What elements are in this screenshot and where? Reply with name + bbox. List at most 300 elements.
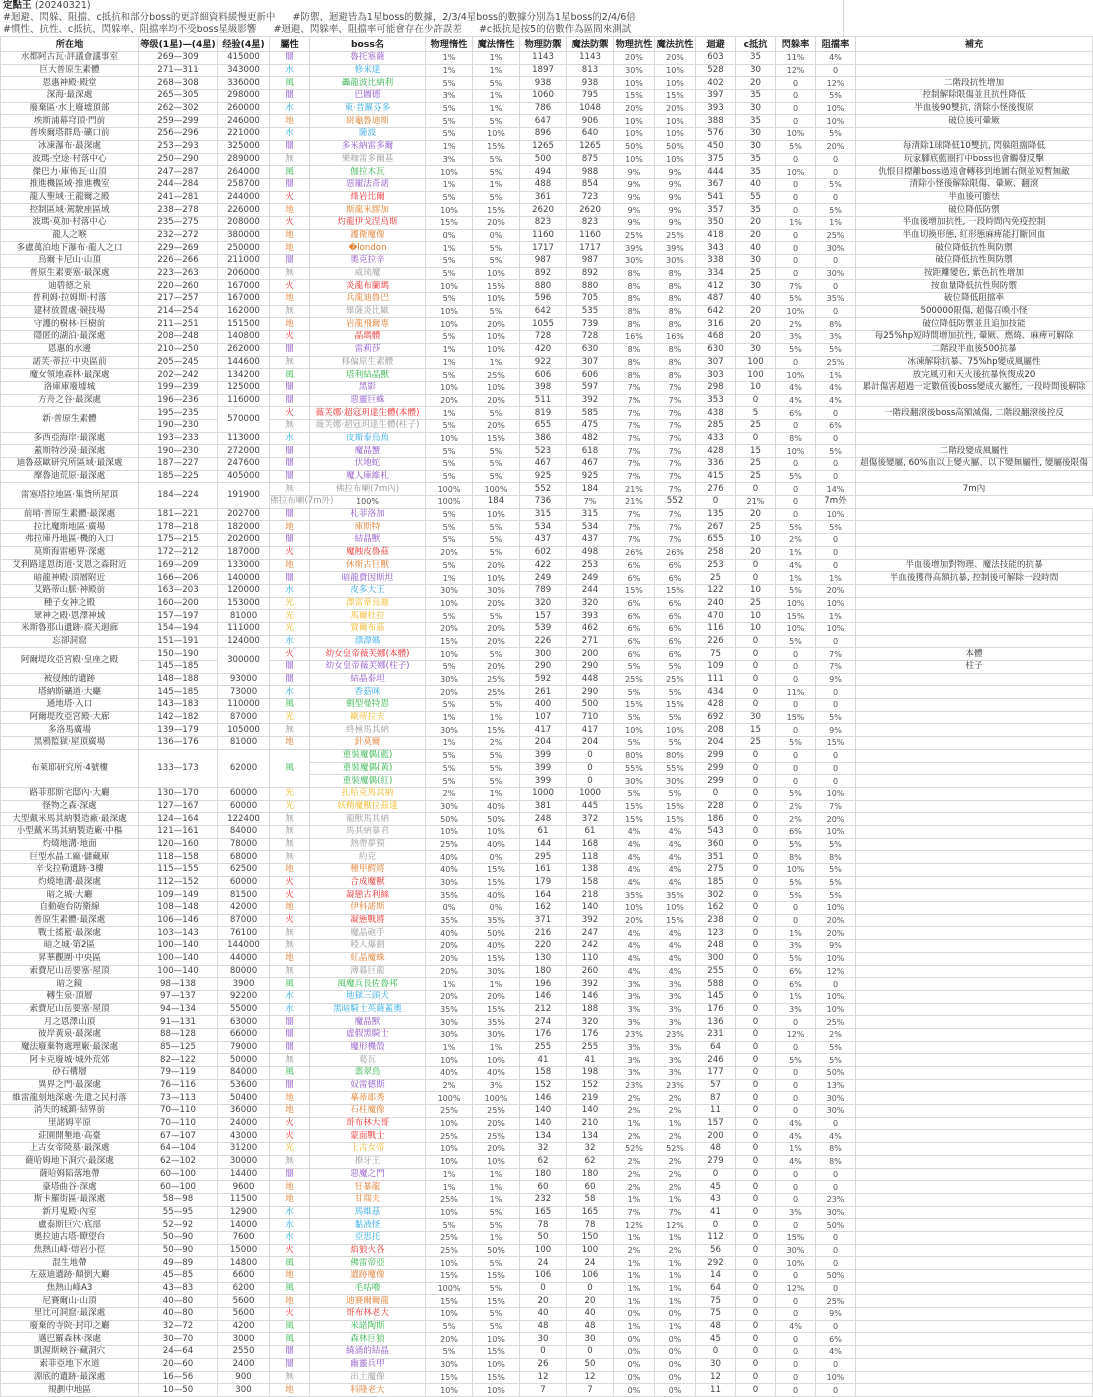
phys-inertia-cell: 25%: [426, 1231, 473, 1244]
column-header[interactable]: 補充: [856, 37, 1093, 52]
phys-res-cell: 7%: [614, 445, 655, 458]
level-cell: 184—224: [139, 483, 218, 508]
element-cell: 地: [270, 559, 310, 572]
mag-res-cell: 35%: [655, 889, 696, 902]
phys-def-cell: 134: [520, 1130, 567, 1143]
phys-def-cell: 399: [520, 775, 567, 788]
mag-inertia-cell: 5%: [473, 1282, 520, 1295]
location-cell: 波瑪·莫加·村落中心: [1, 216, 139, 229]
element-cell: 無: [270, 1054, 310, 1067]
note-cell: [856, 749, 1093, 762]
dodge-rate-cell: 0: [776, 648, 816, 661]
element-cell: 風: [270, 77, 310, 90]
phys-inertia-cell: 15%: [426, 1295, 473, 1308]
c-resist-cell: 20: [736, 331, 776, 344]
c-resist-cell: 0: [736, 686, 776, 699]
block-rate-cell: 4%: [816, 52, 856, 65]
mag-res-cell: 1%: [655, 1295, 696, 1308]
exp-cell: 105000: [218, 724, 270, 737]
mag-def-cell: 150: [567, 1231, 614, 1244]
boss-name-cell: 薄暮巨龍: [310, 965, 426, 978]
element-cell: 闇: [270, 445, 310, 458]
c-resist-cell: 0: [736, 572, 776, 585]
note-cell: 半血後增加對物理、魔法技能的抗暴: [856, 559, 1093, 572]
mag-inertia-cell: 5%: [473, 762, 520, 775]
mag-def-cell: 0: [567, 1346, 614, 1359]
element-cell: 風: [270, 1257, 310, 1270]
note-cell: 破位後可暈厥: [856, 115, 1093, 128]
note-cell: [856, 1206, 1093, 1219]
exp-cell: 133000: [218, 559, 270, 572]
c-resist-cell: 0: [736, 787, 776, 800]
phys-res-cell: 5%: [614, 787, 655, 800]
note-cell: 500000限傷, 超傷召喚小怪: [856, 305, 1093, 318]
block-rate-cell: 5%: [816, 838, 856, 851]
phys-res-cell: 25%: [614, 229, 655, 242]
c-resist-cell: 0: [736, 1358, 776, 1371]
exp-cell: 211000: [218, 255, 270, 268]
c-resist-cell: 20: [736, 546, 776, 559]
block-rate-cell: 0: [816, 1231, 856, 1244]
mag-def-cell: 892: [567, 267, 614, 280]
column-header[interactable]: boss名: [310, 37, 426, 52]
column-header[interactable]: 屬性: [270, 37, 310, 52]
level-cell: 211—251: [139, 318, 218, 331]
c-resist-cell: 30: [736, 343, 776, 356]
mag-res-cell: 8%: [655, 356, 696, 369]
mag-def-cell: 1717: [567, 242, 614, 255]
note-cell: [856, 825, 1093, 838]
c-resist-cell: 0: [736, 813, 776, 826]
note-cell: [856, 1257, 1093, 1270]
phys-inertia-cell: 1%: [426, 978, 473, 991]
table-row: [1, 419, 1093, 432]
evasion-cell: 412: [696, 280, 736, 293]
evasion-cell: 438: [696, 407, 736, 420]
phys-res-cell: 2%: [614, 1155, 655, 1168]
block-rate-cell: 0: [816, 749, 856, 762]
evasion-cell: 255: [696, 965, 736, 978]
column-header[interactable]: 经验(4星): [218, 37, 270, 52]
column-header[interactable]: 魔法惰性: [473, 37, 520, 52]
phys-res-cell: 30%: [614, 775, 655, 788]
level-cell: 24—64: [139, 1346, 218, 1359]
mag-def-cell: 210: [567, 1117, 614, 1130]
mag-inertia-cell: 40%: [473, 889, 520, 902]
boss-name-cell: 賈爾布茲: [310, 622, 426, 635]
dodge-rate-cell: 0: [776, 483, 816, 496]
level-cell: 121—161: [139, 825, 218, 838]
table-row: [1, 572, 1093, 585]
element-cell: 無: [270, 267, 310, 280]
exp-cell: 124000: [218, 635, 270, 648]
block-rate-cell: 23%: [816, 1193, 856, 1206]
mag-def-cell: 462: [567, 622, 614, 635]
block-rate-cell: 10%: [816, 115, 856, 128]
mag-res-cell: 1%: [655, 1320, 696, 1333]
level-cell: 58—98: [139, 1193, 218, 1206]
dodge-rate-cell: 15%: [776, 610, 816, 623]
dodge-rate-cell: 0: [776, 90, 816, 103]
dodge-rate-cell: 0: [776, 1371, 816, 1384]
c-resist-cell: 0: [736, 1270, 776, 1283]
column-header[interactable]: 所在地: [1, 37, 139, 52]
exp-cell: 62000: [218, 749, 270, 787]
column-header[interactable]: 等级(1星)—(4星): [140, 38, 216, 50]
location-cell: 多西亞海岸·最深處: [1, 432, 139, 445]
location-cell: 規劃中地區: [1, 1384, 139, 1397]
mag-res-cell: 6%: [655, 622, 696, 635]
c-resist-cell: 20: [736, 305, 776, 318]
evasion-cell: 300: [696, 952, 736, 965]
exp-cell: 43000: [218, 1130, 270, 1143]
note-cell: [856, 1308, 1093, 1321]
phys-res-cell: 25%: [614, 673, 655, 686]
phys-res-cell: 23%: [614, 1028, 655, 1041]
mag-res-cell: 4%: [655, 825, 696, 838]
mag-inertia-cell: 15%: [473, 1346, 520, 1359]
location-cell: 新·普原生素體: [1, 407, 139, 432]
table-row: [1, 648, 1093, 661]
mag-def-cell: 320: [567, 597, 614, 610]
location-cell: 龍人聖域·王龍爾之殿: [1, 191, 139, 204]
mag-res-cell: 1%: [655, 1193, 696, 1206]
mag-inertia-cell: 10%: [473, 267, 520, 280]
phys-def-cell: 164: [520, 889, 567, 902]
c-resist-cell: 0: [736, 648, 776, 661]
mag-res-cell: 0%: [655, 1384, 696, 1397]
boss-name-cell: 風魔兵長佐魯邦: [310, 978, 426, 991]
phys-def-cell: 1060: [520, 90, 567, 103]
element-cell: 水: [270, 1219, 310, 1232]
exp-cell: 62500: [218, 864, 270, 877]
phys-def-cell: 880: [520, 280, 567, 293]
mag-def-cell: 50: [567, 1358, 614, 1371]
c-resist-cell: 0: [736, 952, 776, 965]
location-cell: 里比可洞窟·最深處: [1, 1308, 139, 1321]
phys-def-cell: 539: [520, 622, 567, 635]
mag-def-cell: 204: [567, 737, 614, 750]
exp-cell: 66000: [218, 1028, 270, 1041]
mag-inertia-cell: 5%: [473, 775, 520, 788]
location-cell: 迪碧德之泉: [1, 280, 139, 293]
note-cell: [856, 699, 1093, 712]
column-header[interactable]: c抵抗: [736, 37, 776, 52]
phys-res-cell: 3%: [614, 1003, 655, 1016]
exp-cell: 50400: [218, 1092, 270, 1105]
evasion-cell: 360: [696, 838, 736, 851]
exp-cell: 206000: [218, 267, 270, 280]
c-resist-cell: 25: [736, 521, 776, 534]
dodge-rate-cell: 12%: [776, 1028, 816, 1041]
block-rate-cell: 20%: [816, 927, 856, 940]
phys-inertia-cell: 5%: [426, 559, 473, 572]
block-rate-cell: 10%: [816, 622, 856, 635]
mag-inertia-cell: 30%: [473, 584, 520, 597]
element-cell: 無: [270, 305, 310, 318]
location-cell: 索費尼山岳要塞·屋頂: [1, 965, 139, 978]
block-rate-cell: 0: [816, 1117, 856, 1130]
mag-inertia-cell: 15%: [473, 432, 520, 445]
evasion-cell: 0: [696, 1168, 736, 1181]
column-header[interactable]: 魔法防禦: [567, 37, 614, 52]
phys-res-cell: 8%: [614, 293, 655, 306]
exp-cell: 144600: [218, 356, 270, 369]
column-header[interactable]: 迴避: [696, 37, 736, 52]
boss-name-cell: 黏液怪: [310, 1219, 426, 1232]
phys-inertia-cell: 5%: [426, 293, 473, 306]
phys-res-cell: 23%: [614, 1079, 655, 1092]
c-resist-cell: 0: [736, 800, 776, 813]
c-resist-cell: 20: [736, 216, 776, 229]
mag-inertia-cell: 20%: [473, 419, 520, 432]
dodge-rate-cell: 0: [776, 1193, 816, 1206]
dodge-rate-cell: 10%: [776, 369, 816, 382]
boss-name-cell: 妖精魔獸拉茲達: [310, 800, 426, 813]
mag-res-cell: 1%: [655, 1257, 696, 1270]
level-cell: 265—305: [139, 90, 218, 103]
evasion-cell: 12: [696, 1371, 736, 1384]
mag-def-cell: 1265: [567, 140, 614, 153]
evasion-cell: 43: [696, 1193, 736, 1206]
column-header[interactable]: 物理抗性: [614, 37, 655, 52]
boss-name-cell: 迪賽爾爾龍: [310, 1295, 426, 1308]
note-cell: [856, 914, 1093, 927]
mag-res-cell: 7%: [655, 432, 696, 445]
exp-cell: 42000: [218, 902, 270, 915]
level-cell: 238—278: [139, 204, 218, 217]
mag-def-cell: 307: [567, 356, 614, 369]
phys-def-cell: 523: [520, 445, 567, 458]
phys-res-cell: 4%: [614, 838, 655, 851]
exp-cell: 187000: [218, 546, 270, 559]
note-cell: [856, 686, 1093, 699]
exp-cell: 24000: [218, 1117, 270, 1130]
title-date: (20240321): [34, 0, 91, 11]
boss-name-cell: 魔晶砲手: [310, 927, 426, 940]
element-cell: 光: [270, 800, 310, 813]
location-cell: 艾路蒂山脈·神殿前: [1, 584, 139, 597]
block-rate-cell: 12%: [816, 965, 856, 978]
location-cell: 薩哈姆地下洞穴·最深處: [1, 1155, 139, 1168]
mag-def-cell: 417: [567, 724, 614, 737]
column-header[interactable]: 魔法抗性: [655, 37, 696, 52]
phys-inertia-cell: 30%: [426, 876, 473, 889]
exp-cell: 2400: [218, 1358, 270, 1371]
location-cell: 守護的樹林·巨樹前: [1, 318, 139, 331]
level-cell: 244—284: [139, 178, 218, 191]
phys-inertia-cell: 100%: [310, 496, 426, 509]
dodge-rate-cell: 0: [776, 356, 816, 369]
mag-res-cell: 9%: [655, 178, 696, 191]
dodge-rate-cell: 5%: [776, 787, 816, 800]
level-cell: 166—206: [139, 572, 218, 585]
phys-def-cell: 399: [520, 762, 567, 775]
dodge-rate-cell: 4%: [776, 1130, 816, 1143]
evasion-cell: 64: [696, 1041, 736, 1054]
dodge-rate-cell: 10%: [776, 305, 816, 318]
mag-res-cell: 16%: [655, 331, 696, 344]
phys-res-cell: 52%: [614, 1143, 655, 1156]
c-resist-cell: 0: [736, 876, 776, 889]
location-cell: 多盧萬泊地下瀑布·龍人之口: [1, 242, 139, 255]
evasion-cell: 434: [696, 686, 736, 699]
table-row: [1, 267, 1093, 280]
table-row: [1, 1282, 1093, 1295]
level-cell: 205—245: [139, 356, 218, 369]
location-cell: 普原生素要塞·最深處: [1, 267, 139, 280]
exp-cell: 298000: [218, 90, 270, 103]
boss-name-cell: 薇芙娜·超寇玥達生體(柱子): [310, 419, 426, 432]
mag-res-cell: 1%: [655, 1231, 696, 1244]
element-cell: 闇: [270, 661, 310, 674]
mag-res-cell: 2%: [655, 1168, 696, 1181]
location-cell: 淵底的遺跡·最深處: [1, 1371, 139, 1384]
mag-res-cell: 7%: [655, 445, 696, 458]
mag-def-cell: 0: [567, 762, 614, 775]
element-cell: 地: [270, 1105, 310, 1118]
mag-def-cell: 597: [567, 381, 614, 394]
column-header[interactable]: 物理防禦: [520, 37, 567, 52]
phys-inertia-cell: 20%: [426, 686, 473, 699]
evasion-cell: 48: [696, 1320, 736, 1333]
dodge-rate-cell: 6%: [776, 978, 816, 991]
location-cell: 焦熱山峰A3: [1, 1282, 139, 1295]
mag-inertia-cell: 10%: [473, 572, 520, 585]
block-rate-cell: 10%: [816, 508, 856, 521]
note-cell: [856, 724, 1093, 737]
exp-cell: 78000: [218, 838, 270, 851]
phys-inertia-cell: 10%: [426, 1206, 473, 1219]
boss-name-cell: 魔人庫維札: [310, 470, 426, 483]
phys-res-cell: 6%: [614, 610, 655, 623]
note-cell: [856, 534, 1093, 547]
phys-res-cell: 15%: [614, 813, 655, 826]
block-rate-cell: 7%: [816, 800, 856, 813]
mag-inertia-cell: 40%: [473, 940, 520, 953]
c-resist-cell: 0: [736, 914, 776, 927]
location-cell: 廢棄區·水上廢墟頂部: [1, 102, 139, 115]
column-header[interactable]: 物理惰性: [426, 37, 473, 52]
level-cell: 50—90: [139, 1231, 218, 1244]
dodge-rate-cell: 6%: [776, 965, 816, 978]
location-cell: 索費尼山岳要塞·屋頂: [1, 1003, 139, 1016]
level-cell: 32—72: [139, 1320, 218, 1333]
phys-def-cell: 274: [520, 1016, 567, 1029]
phys-def-cell: 261: [520, 686, 567, 699]
note-cell: 半血切換形態, 紅形態麻痺能打斷回血: [856, 229, 1093, 242]
phys-def-cell: 1717: [520, 242, 567, 255]
note-cell: [856, 597, 1093, 610]
c-resist-cell: 0: [736, 1041, 776, 1054]
phys-def-cell: 249: [520, 572, 567, 585]
phys-def-cell: 399: [520, 749, 567, 762]
exp-cell: 2550: [218, 1346, 270, 1359]
element-cell: 無: [270, 851, 310, 864]
mag-def-cell: 48: [567, 1320, 614, 1333]
phys-res-cell: 0%: [614, 1346, 655, 1359]
exp-cell: 122400: [218, 813, 270, 826]
boss-name-cell: 虛假黑騎士: [310, 1028, 426, 1041]
phys-inertia-cell: 1%: [426, 178, 473, 191]
level-cell: 100—140: [139, 965, 218, 978]
exp-cell: 6600: [218, 1270, 270, 1283]
level-cell: 76—116: [139, 1079, 218, 1092]
boss-name-cell: 塔利結晶獸: [310, 369, 426, 382]
boss-name-cell: 幽靈兵甲: [310, 1358, 426, 1371]
mag-inertia-cell: 10%: [473, 1384, 520, 1397]
element-cell: 地: [270, 1270, 310, 1283]
evasion-cell: 162: [696, 902, 736, 915]
location-cell: 布萊耶研究所·4號樓: [1, 749, 139, 787]
block-rate-cell: 5%: [816, 178, 856, 191]
note-cell: 累計傷害超過一定數值後boss變成火屬性, 一段時間後解除: [856, 381, 1093, 394]
phys-inertia-cell: 10%: [426, 318, 473, 331]
dodge-rate-cell: 8%: [776, 851, 816, 864]
mag-inertia-cell: 5%: [473, 77, 520, 90]
table-row: [1, 1295, 1093, 1308]
element-cell: 風: [270, 699, 310, 712]
phys-inertia-cell: 10%: [426, 166, 473, 179]
c-resist-cell: 15: [736, 724, 776, 737]
evasion-cell: 576: [696, 128, 736, 141]
mag-res-cell: 3%: [655, 1003, 696, 1016]
mag-def-cell: 925: [567, 470, 614, 483]
table-row: [1, 1028, 1093, 1041]
exp-cell: 68000: [218, 851, 270, 864]
table-row: [1, 737, 1093, 750]
table-row: [1, 978, 1093, 991]
phys-res-cell: 7%: [614, 1206, 655, 1219]
block-rate-cell: 6%: [816, 419, 856, 432]
table-row: [1, 1181, 1093, 1194]
boss-name-cell: 斯龍米繆加: [310, 204, 426, 217]
element-cell: 火: [270, 280, 310, 293]
mag-def-cell: 988: [567, 166, 614, 179]
evasion-cell: 64: [696, 1282, 736, 1295]
block-rate-cell: 30%: [816, 267, 856, 280]
dodge-rate-cell: 1%: [776, 1143, 816, 1156]
note-cell: [856, 1282, 1093, 1295]
evasion-cell: 552: [655, 496, 696, 509]
dodge-rate-cell: 12%: [776, 1282, 816, 1295]
exp-cell: 405000: [218, 470, 270, 483]
element-cell: 風: [270, 978, 310, 991]
mag-res-cell: 7%: [655, 534, 696, 547]
exp-cell: 900: [218, 1371, 270, 1384]
column-header[interactable]: 阻擋率: [816, 37, 856, 52]
table-row: [1, 458, 1093, 471]
dodge-rate-cell: 2%: [776, 800, 816, 813]
block-rate-cell: 0: [816, 1358, 856, 1371]
evasion-cell: 57: [696, 1079, 736, 1092]
column-header[interactable]: 閃躲率: [776, 37, 816, 52]
phys-def-cell: 7: [520, 1384, 567, 1397]
exp-cell: 50000: [218, 1054, 270, 1067]
c-resist-cell: 35: [736, 166, 776, 179]
block-rate-cell: 13%: [816, 1079, 856, 1092]
table-row: [1, 1168, 1093, 1181]
phys-inertia-cell: 30%: [426, 1016, 473, 1029]
exp-cell: 30000: [218, 1155, 270, 1168]
c-resist-cell: 35: [736, 204, 776, 217]
table-row: [1, 699, 1093, 712]
location-cell: 黑鴉監獄·屋頂廣場: [1, 737, 139, 750]
evasion-cell: 428: [696, 699, 736, 712]
element-cell: 闇: [270, 1346, 310, 1359]
phys-inertia-cell: 20%: [426, 990, 473, 1003]
c-resist-cell: 0: [736, 661, 776, 674]
